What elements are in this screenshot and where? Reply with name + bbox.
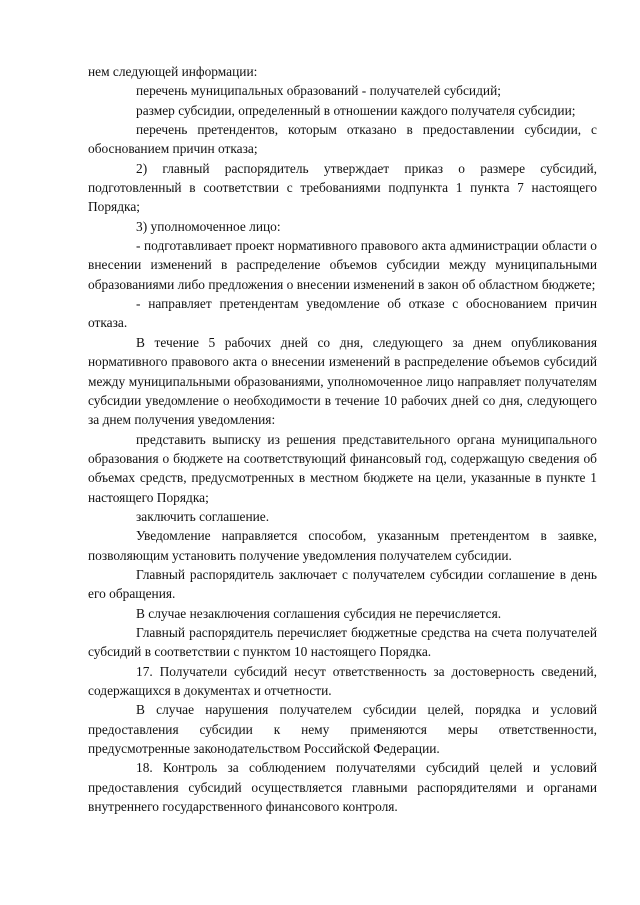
paragraph-notification-method: Уведомление направляется способом, указанным претендентом в заявке, позволяющим установить получение уведомления получателем субсидии.: [88, 528, 597, 563]
document-page: [88, 62, 597, 816]
paragraph-list-municipalities: перечень муниципальных образований - получателей субсидий;: [136, 83, 501, 99]
paragraph-no-agreement: В случае незаключения соглашения субсидия не перечисляется.: [136, 605, 502, 621]
paragraph-item-3: 3) уполномоченное лицо:: [136, 218, 281, 234]
paragraph-agreement-day: Главный распорядитель заключает с получателем субсидии соглашение в день его обращения.: [88, 566, 597, 602]
paragraph-item-17: 17. Получатели субсидий несут ответственность за достоверность сведений, содержащихся в документах и отчетности.: [88, 663, 597, 698]
paragraph-item-2: 2) главный распорядитель утверждает приказ о размере субсидий, подготовленный в соответствии с требованиями подпункта 1 пункта 7 настоящего Порядка;: [88, 160, 597, 215]
paragraph-violation: В случае нарушения получателем субсидии целей, порядка и условий предоставления субсидии к нему применяются меры ответственности, предусмотренные законодательством Российской Федерации.: [88, 702, 597, 757]
paragraph-sends-refusal: - направляет претендентам уведомление об отказе с обоснованием причин отказа.: [88, 296, 597, 331]
paragraph-continuation: нем следующей информации:: [88, 64, 258, 79]
paragraph-submit-extract: представить выписку из решения представительного органа муниципального образования о бюджете на соответствующий финансовый год, содержащую сведения об объемах средств, предусмотренных в местном бюджете на цели, указанные в пункте 1 настоящего Порядка;: [88, 431, 597, 505]
paragraph-conclude-agreement: заключить соглашение.: [136, 508, 270, 524]
paragraph-transfer-funds: Главный распорядитель перечисляет бюджетные средства на счета получателей субсидий в соответствии с пунктом 10 настоящего Порядка.: [88, 624, 597, 660]
paragraph-prepares-draft: - подготавливает проект нормативного правового акта администрации области о внесении изменений в распределение объемов субсидии между муниципальными образованиями либо предложения о внесении изменений в закон об областном бюджете;: [88, 238, 597, 292]
paragraph-refused-applicants: перечень претендентов, которым отказано в предоставлении субсидии, с обоснованием причин отказа;: [88, 122, 597, 157]
paragraph-five-days: В течение 5 рабочих дней со дня, следующего за днем опубликования нормативного правового акта о внесении изменений в распределение объемов субсидий между муниципальными образованиями, уполномоченное лицо направляет получателям субсидии уведомление о необходимости в течение 10 рабочих дней со дня, следующего за днем получения уведомления:: [88, 334, 597, 428]
paragraph-subsidy-size: размер субсидии, определенный в отношении каждого получателя субсидии;: [136, 102, 576, 118]
paragraph-item-18: 18. Контроль за соблюдением получателями субсидий целей и условий предоставления субсидий осуществляется главными распорядителями и органами внутреннего государственного финансового контроля.: [88, 760, 597, 815]
